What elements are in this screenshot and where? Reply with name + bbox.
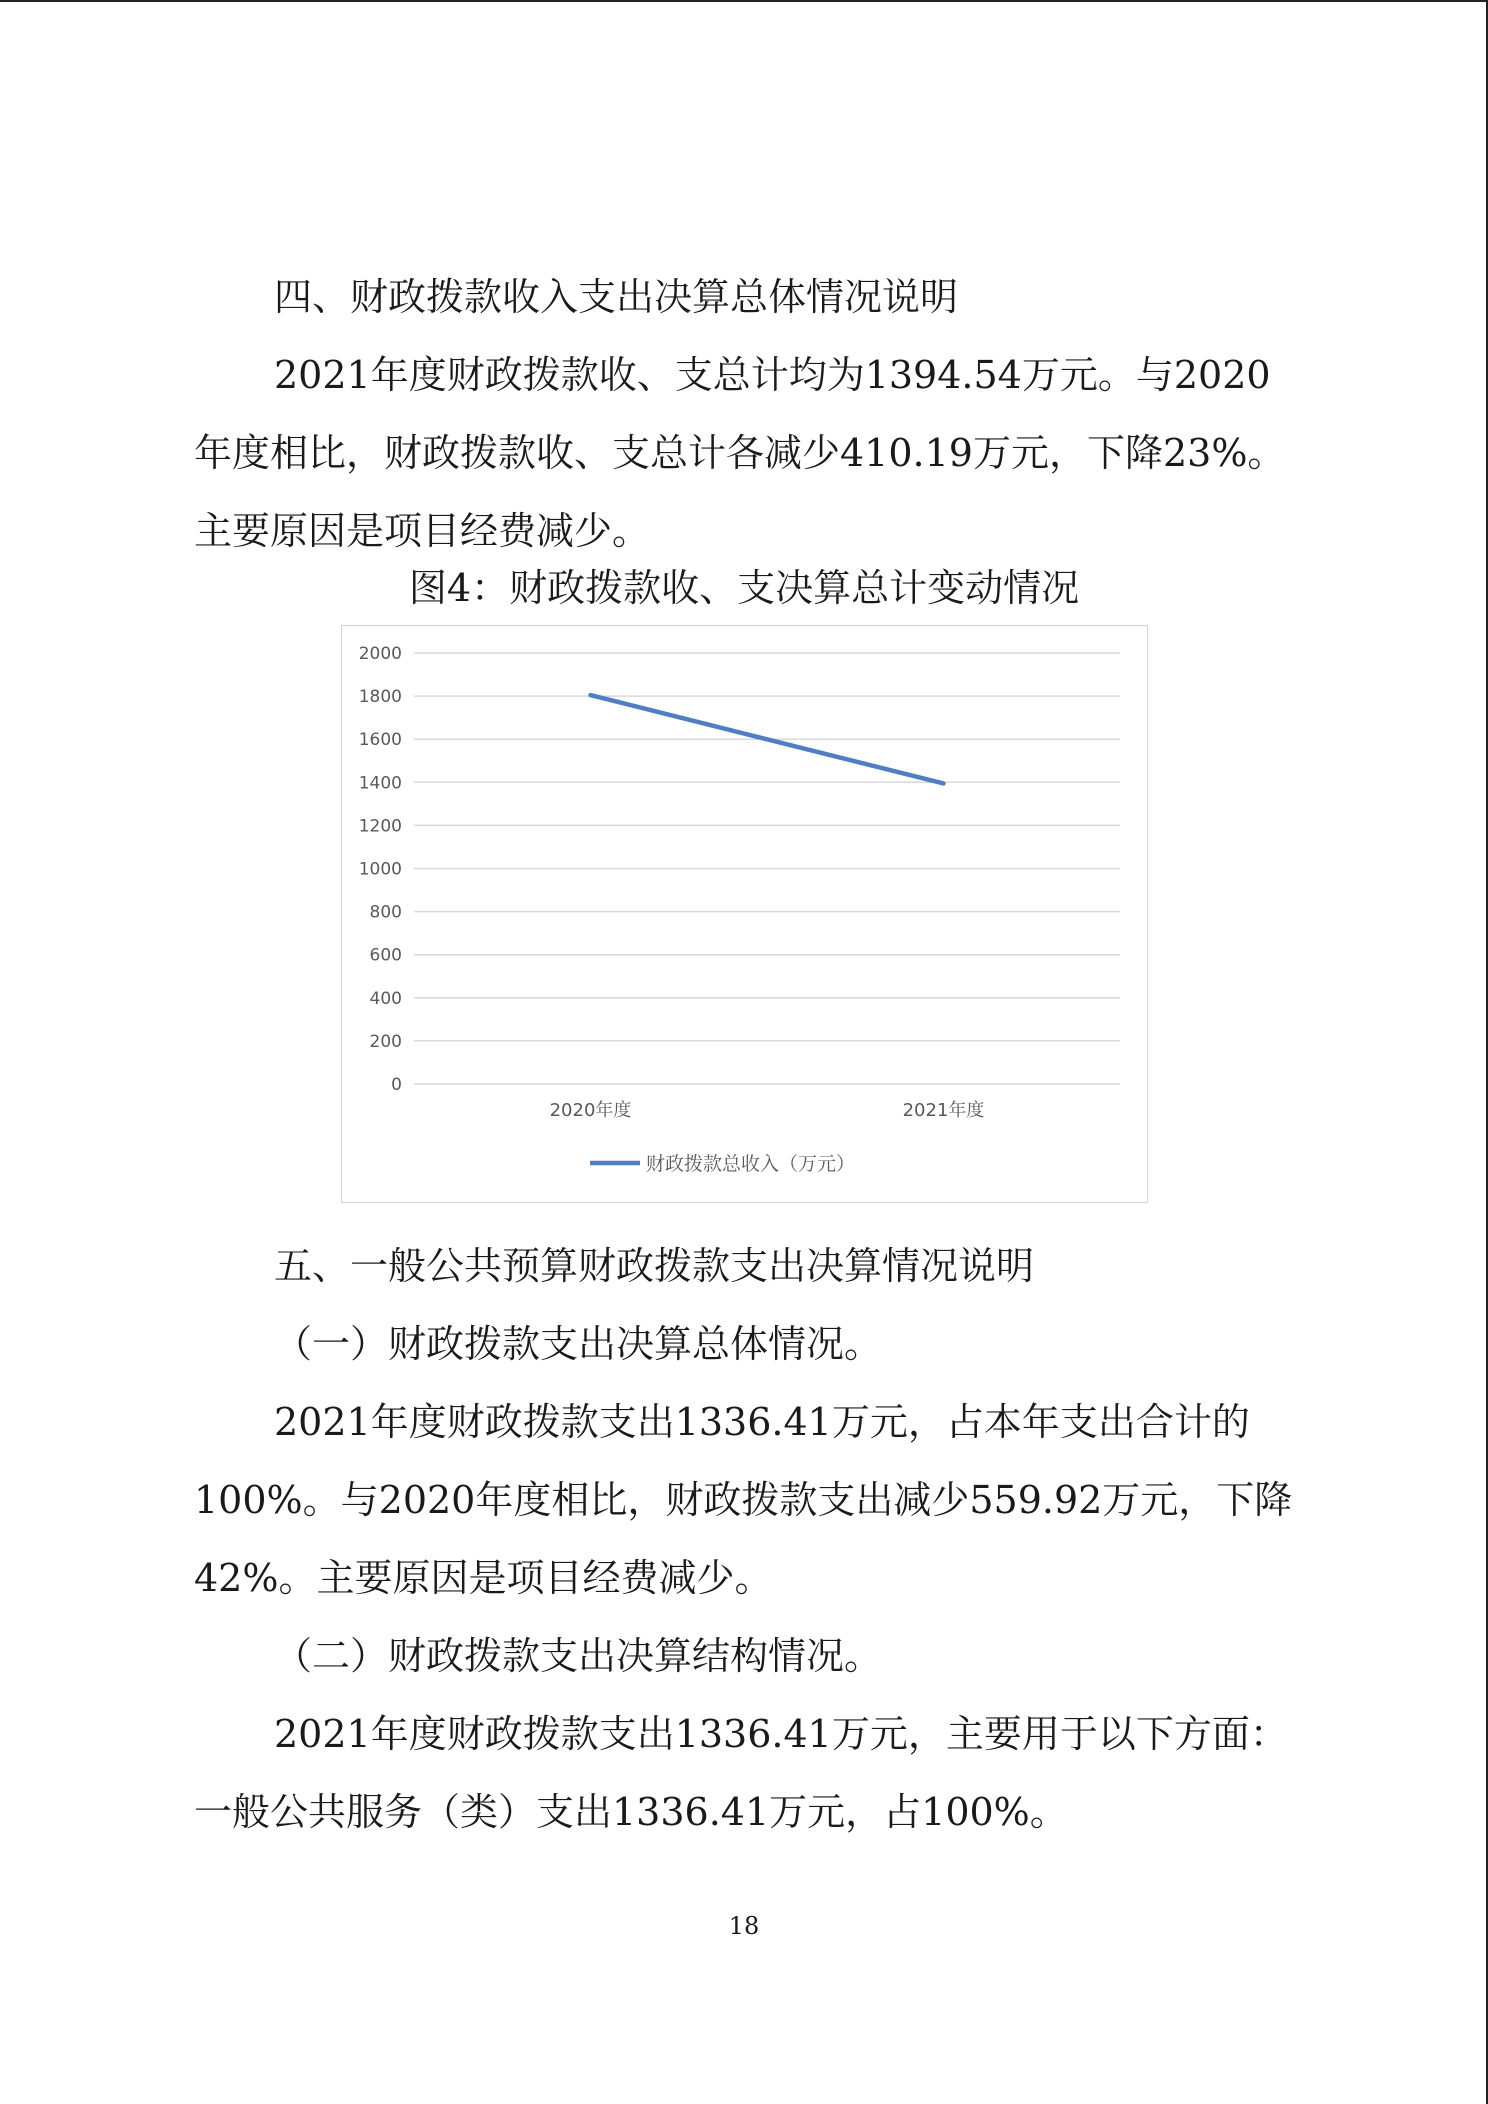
page-top-border: [0, 0, 1488, 2]
y-tick-label: 0: [391, 1075, 402, 1095]
chart-legend: [590, 1153, 855, 1175]
x-tick-label: 2021年度: [902, 1100, 985, 1121]
chart-svg: [342, 626, 1147, 1202]
section4-paragraph: 2021年度财政拨款收、支总计均为1394.54万元。与2020年度相比，财政拨款收、支总计各减少410.19万元，下降23%。主要原因是项目经费减少。: [194, 353, 1286, 553]
y-tick-label: 400: [369, 988, 402, 1009]
line-chart: [341, 625, 1148, 1203]
y-tick-label: 1200: [358, 816, 402, 837]
legend-label: 财政拨款总收入（万元）: [646, 1153, 856, 1175]
x-tick-label: 2020年度: [549, 1100, 632, 1121]
section5-heading: 五、一般公共预算财政拨款支出决算情况说明: [274, 1244, 1035, 1288]
chart-x-ticks: [550, 1099, 985, 1121]
section5-para1: 2021年度财政拨款支出1336.41万元，占本年支出合计的100%。与2020年度相比，财政拨款支出减少559.92万元，下降42%。主要原因是项目经费减少。: [194, 1400, 1293, 1600]
y-tick-label: 1000: [358, 859, 402, 880]
y-tick-label: 1400: [358, 773, 402, 794]
section4-heading: 四、财政拨款收入支出决算总体情况说明: [274, 275, 959, 319]
chart-gridlines: [414, 653, 1120, 1084]
y-tick-label: 1600: [358, 730, 402, 751]
section5-sub2: （二）财政拨款支出决算结构情况。: [274, 1634, 883, 1678]
y-tick-label: 800: [369, 902, 402, 923]
section5-sub1: （一）财政拨款支出决算总体情况。: [274, 1322, 883, 1366]
y-tick-label: 600: [369, 945, 402, 966]
page-number: 18: [728, 1912, 760, 1940]
chart-y-ticks: [359, 644, 402, 1095]
y-tick-label: 1800: [358, 687, 402, 708]
figure-caption: 图4：财政拨款收、支决算总计变动情况: [408, 566, 1080, 610]
section5-para2: 2021年度财政拨款支出1336.41万元，主要用于以下方面：一般公共服务（类）支出1336.41万元，占100%。: [194, 1712, 1288, 1834]
y-tick-label: 200: [369, 1031, 402, 1052]
y-tick-label: 2000: [358, 644, 402, 664]
